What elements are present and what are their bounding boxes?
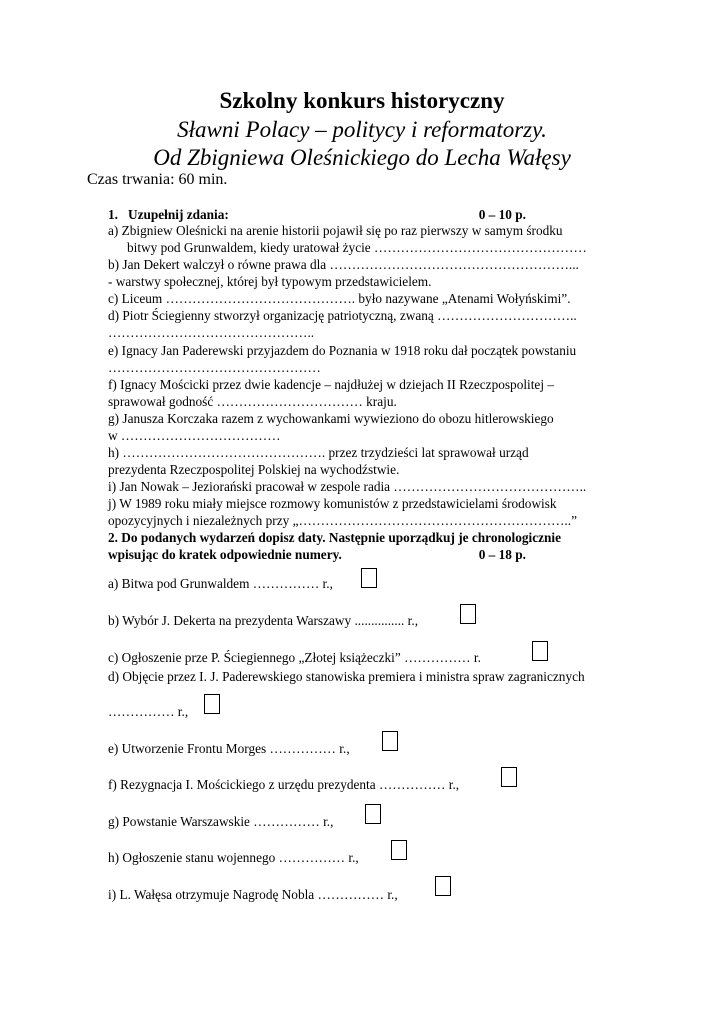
- subtitle-line-1: Sławni Polacy – politycy i reformatorzy.: [177, 117, 547, 142]
- task1-e-line2: …………………………………………: [108, 360, 321, 375]
- task2-heading-line2: [108, 546, 640, 563]
- page-title: Szkolny konkurs historyczny: [219, 88, 505, 113]
- task1-j-line2: opozycyjnych i niezależnych przy „……………………………………………………..”: [108, 513, 577, 528]
- event-f: f) Rezygnacja I. Mościckiego z urzędu prezydenta …………… r.,: [108, 777, 460, 792]
- order-box-e[interactable]: [382, 731, 398, 751]
- task1-c-line1: c) Liceum ……………………………………. było nazywane „Atenami Wołyńskimi”.: [108, 291, 571, 306]
- task2-points: 0 – 18 p.: [478, 547, 526, 562]
- event-b: b) Wybór J. Dekerta na prezydenta Warszawy ............... r.,: [108, 613, 419, 628]
- task1-j-line1: j) W 1989 roku miały miejsce rozmowy komunistów z przedstawicielami środowisk: [108, 496, 557, 511]
- task1-i-line1: i) Jan Nowak – Jeziorański pracował w zespole radia ……………………………………..: [108, 479, 587, 494]
- order-box-h[interactable]: [391, 840, 407, 860]
- event-d-line2: …………… r.,: [108, 704, 189, 719]
- task1-a-line1: a) Zbigniew Oleśnicki na arenie historii pojawił się po raz pierwszy w samym środku: [108, 223, 563, 238]
- order-box-c[interactable]: [532, 641, 548, 661]
- task1-f-line2: sprawował godność …………………………… kraju.: [108, 394, 397, 409]
- task2-instruction: wpisując do kratek odpowiednie numery.: [108, 547, 342, 562]
- event-a: a) Bitwa pod Grunwaldem …………… r.,: [108, 576, 333, 591]
- task1-d-line1: d) Piotr Ściegienny stworzył organizację patriotyczną, zwaną …………………………..: [108, 308, 577, 323]
- task1-a-line2: bitwy pod Grunwaldem, kiedy uratował życie …………………………………………: [127, 240, 587, 255]
- task1-number: 1.: [108, 207, 118, 222]
- task1-b-line2: - warstwy społecznej, której był typowym przedstawicielem.: [108, 274, 432, 289]
- event-h: h) Ogłoszenie stanu wojennego …………… r.,: [108, 850, 359, 865]
- task1-d-line2: ………………………………………..: [108, 325, 315, 340]
- task1-title: Uzupełnij zdania:: [127, 207, 229, 222]
- task1-heading: [108, 206, 640, 223]
- task1-b-line1: b) Jan Dekert walczył o równe prawa dla ………………………………………………...: [108, 257, 579, 272]
- task1-e-line1: e) Ignacy Jan Paderewski przyjazdem do Poznania w 1918 roku dał początek powstaniu: [108, 343, 577, 358]
- order-box-g[interactable]: [365, 804, 381, 824]
- event-g: g) Powstanie Warszawskie …………… r.,: [108, 814, 334, 829]
- subtitle-line-2: Od Zbigniewa Oleśnickiego do Lecha Wałęsy: [153, 145, 571, 170]
- task2-heading-line1: 2. Do podanych wydarzeń dopisz daty. Następnie uporządkuj je chronologicznie: [108, 530, 561, 545]
- task1-points: 0 – 10 p.: [478, 207, 526, 222]
- event-e: e) Utworzenie Frontu Morges …………… r.,: [108, 741, 350, 756]
- task1-h-line1: h) ………………………………………. przez trzydzieści lat sprawował urząd: [108, 445, 529, 460]
- task1-g-line1: g) Janusza Korczaka razem z wychowankami wywieziono do obozu hitlerowskiego: [108, 411, 554, 426]
- task1-g-line2: w ………………………………: [108, 428, 281, 443]
- event-i: i) L. Wałęsa otrzymuje Nagrodę Nobla …………… r.,: [108, 887, 398, 902]
- task1-h-line2: prezydenta Rzeczpospolitej Polskiej na wychodźstwie.: [108, 462, 400, 477]
- order-box-f[interactable]: [501, 767, 517, 787]
- event-d-line1: d) Objęcie przez I. J. Paderewskiego stanowiska premiera i ministra spraw zagranicznych: [108, 669, 585, 684]
- order-box-i[interactable]: [435, 876, 451, 896]
- event-c: c) Ogłoszenie prze P. Ściegiennego „Złotej książeczki” …………… r.: [108, 650, 481, 665]
- order-box-b[interactable]: [460, 604, 476, 624]
- order-box-d[interactable]: [204, 694, 220, 714]
- duration-text: Czas trwania: 60 min.: [87, 171, 228, 188]
- order-box-a[interactable]: [361, 568, 377, 588]
- task1-f-line1: f) Ignacy Mościcki przez dwie kadencje – najdłużej w dziejach II Rzeczpospolitej –: [108, 377, 554, 392]
